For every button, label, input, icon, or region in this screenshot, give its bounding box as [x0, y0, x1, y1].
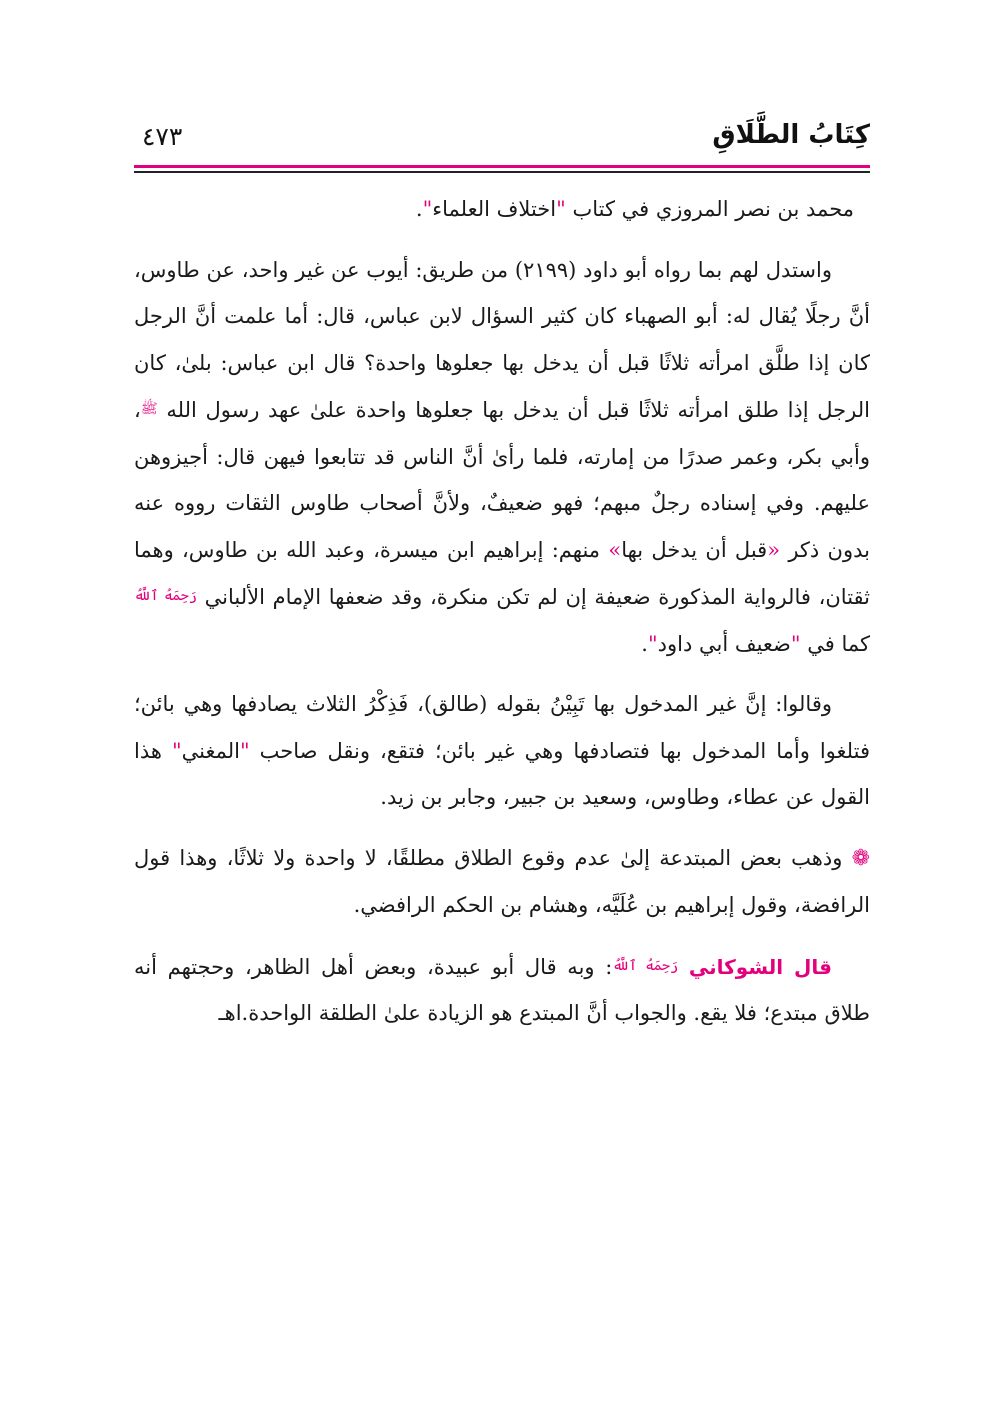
- page-body: [134, 186, 870, 1037]
- p3-quote-close: ": [171, 738, 182, 763]
- p1-quote-open: ": [556, 197, 566, 221]
- p3-quote-open: ": [239, 738, 250, 763]
- p3-text-a: وقالوا: إنَّ غير المدخول بها تَبِيْنُ بقوله (طالق)، فَذِكْرُ الثلاث يصادفها وهي بائن؛ فتلغوا وأما المدخول بها فتصادفها وهي غير بائن؛ فتقع، ونقل صاحب: [134, 692, 870, 763]
- p2-rahimahu: رَحِمَهُ ٱللَّهُ: [134, 588, 197, 604]
- paragraph-4: [134, 835, 870, 929]
- header-rule-pink: [134, 165, 870, 168]
- chapter-title: كِتَابُ الطَّلَاقِ: [712, 120, 870, 150]
- p1-book-title: اختلاف العلماء: [432, 197, 557, 221]
- header-rule-black: [134, 171, 870, 173]
- p2-quote2-close: ": [647, 631, 658, 656]
- p4-text: وذهب بعض المبتدعة إلىٰ عدم وقوع الطلاق مطلقًا، لا واحدة ولا ثلاثًا، وهذا قول الرافضة، وقول إبراهيم بن عُلَيَّه، وهشام بن الحكم الرافضي.: [134, 845, 870, 917]
- p1-end: .: [415, 197, 423, 221]
- p2-quote2-open: ": [790, 631, 801, 656]
- paragraph-3: [134, 681, 870, 821]
- p3-text-b: هذا القول عن عطاء، وطاوس، وسعيد بن جبير، وجابر بن زيد.: [134, 738, 870, 809]
- p2-text-b: ، وأبي بكر، وعمر صدرًا من إمارته، فلما رأىٰ أنَّ الناس قد تتابعوا فيهن قال: أجيزوهن عليهم. وفي إسناده رجلٌ مبهم؛ فهو ضعيفٌ، ولأنَّ أصحاب طاوس الثقات رووه عنه بدون ذكر: [134, 398, 870, 562]
- p5-text: : وبه قال أبو عبيدة، وبعض أهل الظاهر، وحجتهم أنه طلاق مبتدع؛ فلا يقع. والجواب أنَّ المبتدع هو الزيادة علىٰ الطلقة الواحدة.اهـ: [134, 954, 870, 1025]
- paragraph-1: [134, 186, 870, 233]
- p5-rahimahu: رَحِمَهُ ٱللَّهُ: [612, 957, 679, 974]
- p3-book-title: المغني: [181, 738, 240, 763]
- p1-quote-close: ": [422, 197, 433, 221]
- salutation-glyph: ﷺ: [140, 401, 158, 417]
- paragraph-2: [134, 247, 870, 668]
- page-number: ٤٧٣: [142, 122, 183, 151]
- p2-end: .: [641, 631, 648, 656]
- p2-text-d: كما في: [800, 631, 870, 656]
- page-header: [134, 118, 870, 158]
- p5-speaker: قال الشوكاني: [688, 954, 832, 979]
- p2-text-a: واستدل لهم بما رواه أبو داود (٢١٩٩) من طريق: أيوب عن غير واحد، عن طاوس، أنَّ رجلًا يُقال له: أبو الصهباء كان كثير السؤال لابن عباس، قال: أما علمت أنَّ الرجل كان إذا طلَّق امرأته ثلاثًا قبل أن يدخل بها جعلوها واحدة؟ قال ابن عباس: بلىٰ، كان الرجل إذا طلق امرأته ثلاثًا قبل أن يدخل بها جعلوها واحدة علىٰ عهد رسول الله: [134, 257, 870, 422]
- paragraph-5: [134, 943, 870, 1037]
- p2-book-title: ضعيف أبي داود: [657, 631, 791, 656]
- p2-quote-close: »: [608, 537, 622, 562]
- flower-icon: ❁: [851, 845, 870, 871]
- p2-text-c: منهم: إبراهيم ابن ميسرة، وعبد الله بن طاوس، وهما ثقتان، فالرواية المذكورة ضعيفة إن لم تكن منكرة، وقد ضعفها الإمام الألباني: [134, 537, 870, 609]
- p2-quoted-phrase: قبل أن يدخل بها: [621, 537, 768, 562]
- p2-quote-open: «: [767, 537, 781, 562]
- p1-text: محمد بن نصر المروزي في كتاب: [565, 197, 854, 221]
